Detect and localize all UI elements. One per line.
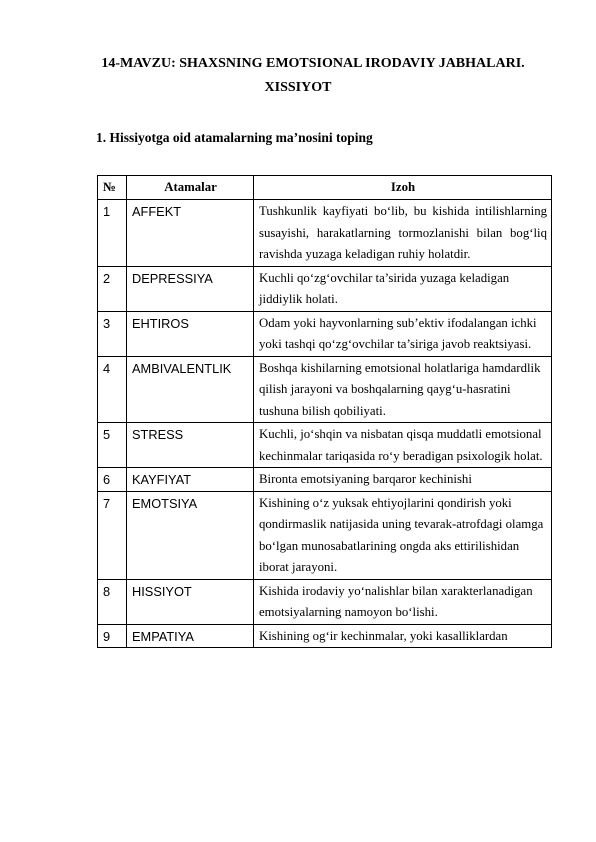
table-row (98, 266, 552, 311)
header-explanation: Izoh (254, 176, 552, 200)
row-description: Kuchli qo‘zg‘ovchilar ta’sirida yuzaga keladigan jiddiylik holati. (254, 266, 552, 311)
header-number: № (98, 176, 127, 200)
row-term: EMOTSIYA (127, 491, 254, 579)
row-number: 1 (98, 200, 127, 267)
row-description: Kishining o‘z yuksak ehtiyojlarini qondirish yoki qondirmaslik natijasida uning tevarak-atrofdagi olamga bo‘lgan munosabatlarining ongda aks ettirilishidan iborat jarayoni. (254, 491, 552, 579)
table-row (98, 200, 552, 267)
row-term: KAYFIYAT (127, 468, 254, 492)
row-description: Kishining og‘ir kechinmalar, yoki kasalliklardan (254, 624, 552, 648)
table-header-row (98, 176, 552, 200)
row-number: 3 (98, 311, 127, 356)
page-title: 14-MAVZU: SHAXSNING EMOTSIONAL IRODAVIY JABHALARI. (101, 56, 525, 71)
row-description: Boshqa kishilarning emotsional holatlariga hamdardlik qilish jarayoni va boshqalarning qayg‘u-hasratini tushuna bilish qobiliyati. (254, 356, 552, 423)
row-term: STRESS (127, 423, 254, 468)
row-number: 6 (98, 468, 127, 492)
row-term: EHTIROS (127, 311, 254, 356)
table-row (98, 311, 552, 356)
row-description: Odam yoki hayvonlarning sub’ektiv ifodalangan ichki yoki tashqi qo‘zg‘ovchilar ta’siriga javob reaktsiyasi. (254, 311, 552, 356)
row-description: Kishida irodaviy yo‘nalishlar bilan xarakterlanadigan emotsiyalarning namoyon bo‘lishi. (254, 579, 552, 624)
row-number: 4 (98, 356, 127, 423)
row-description: Tushkunlik kayfiyati bo‘lib, bu kishida intilishlarning susayishi, harakatlarning tormozlanishi bilan bog‘liq ravishda yuzaga keladigan ruhiy holatdir. (254, 200, 552, 267)
terms-table (97, 175, 552, 648)
row-number: 9 (98, 624, 127, 648)
row-number: 5 (98, 423, 127, 468)
row-term: AMBIVALENTLIK (127, 356, 254, 423)
table-row (98, 468, 552, 492)
table-row (98, 491, 552, 579)
row-number: 8 (98, 579, 127, 624)
table-row (98, 624, 552, 648)
row-description: Bironta emotsiyaning barqaror kechinishi (254, 468, 552, 492)
page-subtitle: XISSIYOT (264, 80, 332, 95)
header-terms: Atamalar (127, 176, 254, 200)
row-term: DEPRESSIYA (127, 266, 254, 311)
row-term: HISSIYOT (127, 579, 254, 624)
row-term: AFFEKT (127, 200, 254, 267)
table-row (98, 579, 552, 624)
row-number: 7 (98, 491, 127, 579)
task-instruction: 1. Hissiyotga oid atamalarning ma’nosini toping (96, 130, 373, 145)
row-description: Kuchli, jo‘shqin va nisbatan qisqa muddatli emotsional kechinmalar tariqasida ro‘y beradigan psixologik holat. (254, 423, 552, 468)
row-term: EMPATIYA (127, 624, 254, 648)
row-number: 2 (98, 266, 127, 311)
table-row (98, 423, 552, 468)
table-row (98, 356, 552, 423)
